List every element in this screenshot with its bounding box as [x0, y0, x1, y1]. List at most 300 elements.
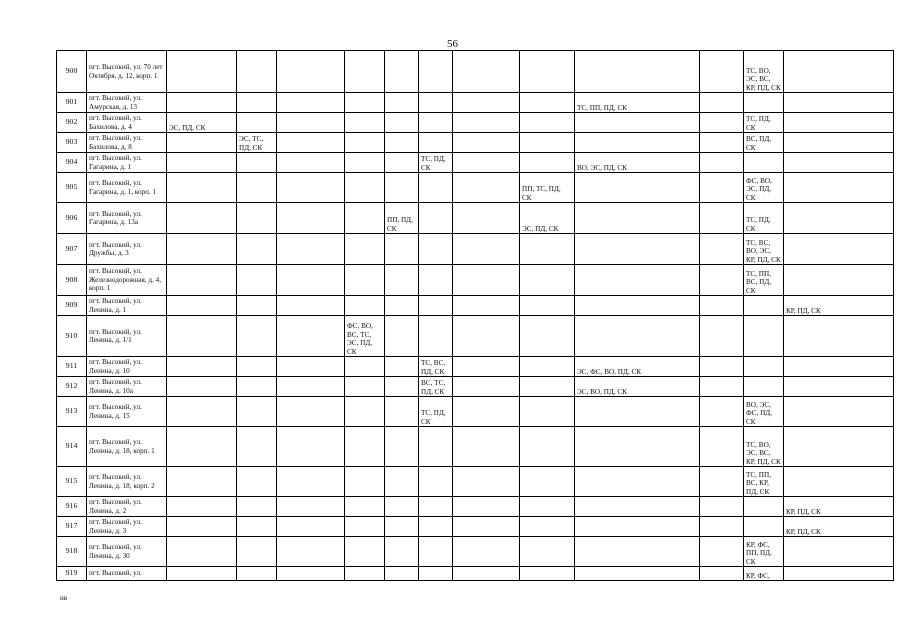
address-cell: пгт. Высокий, ул. Ленина, д. 30 [87, 537, 167, 567]
work-type-cell [419, 517, 453, 537]
work-type-cell [277, 427, 345, 467]
work-type-cell [385, 517, 419, 537]
address-cell: пгт. Высокий, ул. Ленина, д. 2 [87, 497, 167, 517]
work-type-cell [237, 377, 277, 397]
work-type-cell [277, 467, 345, 497]
work-type-cell [385, 377, 419, 397]
table-row [57, 265, 894, 296]
work-type-cell [167, 234, 237, 265]
work-type-cell [277, 93, 345, 113]
work-type-cell [167, 51, 237, 93]
work-type-cell [575, 316, 700, 357]
work-type-cell [520, 517, 575, 537]
work-type-cell [237, 113, 277, 133]
work-type-cell [385, 427, 419, 467]
table-row [57, 467, 894, 497]
work-type-cell [277, 203, 345, 234]
work-type-cell [385, 357, 419, 377]
work-type-cell [453, 427, 520, 467]
work-type-cell: ТС, ПД, СК [419, 153, 453, 173]
address-cell: пгт. Высокий, ул. Гагарина, д. 1, корп. 1 [87, 173, 167, 203]
work-type-cell [277, 173, 345, 203]
work-type-cell [784, 467, 894, 497]
work-type-cell [453, 357, 520, 377]
work-type-cell [700, 173, 744, 203]
address-cell: пгт. Высокий, ул. Ленина, д. 18, корп. 1 [87, 427, 167, 467]
row-number: 902 [57, 113, 87, 133]
work-type-cell [277, 377, 345, 397]
work-type-cell [167, 357, 237, 377]
work-type-cell: ТС, ПД, СК [744, 203, 784, 234]
work-type-cell: ТС, ПП, ВС, ПД, СК [744, 265, 784, 296]
work-type-cell [700, 265, 744, 296]
work-type-cell [520, 316, 575, 357]
work-type-cell [385, 234, 419, 265]
work-type-cell [575, 397, 700, 427]
work-type-cell [167, 93, 237, 113]
work-type-cell [167, 467, 237, 497]
work-type-cell [784, 234, 894, 265]
work-type-cell [575, 537, 700, 567]
work-type-cell [419, 234, 453, 265]
work-type-cell [575, 234, 700, 265]
address-cell: пгт. Высокий, ул. Ленина, д. 1/1 [87, 316, 167, 357]
row-number: 917 [57, 517, 87, 537]
work-type-cell [345, 133, 385, 153]
work-type-cell [385, 316, 419, 357]
work-type-cell [575, 296, 700, 316]
table-row [57, 296, 894, 316]
work-type-cell [575, 51, 700, 93]
work-type-cell [784, 357, 894, 377]
work-type-cell [784, 113, 894, 133]
work-type-cell [167, 296, 237, 316]
work-type-cell: ТС, ПД, СК [419, 397, 453, 427]
work-type-cell [453, 265, 520, 296]
work-type-cell [277, 357, 345, 377]
address-cell: пгт. Высокий, ул. Железнодорожная, д. 4, корп. 1 [87, 265, 167, 296]
table-row [57, 133, 894, 153]
work-type-cell [167, 377, 237, 397]
work-type-cell [700, 51, 744, 93]
work-type-cell [237, 427, 277, 467]
work-type-cell [277, 265, 345, 296]
table-row [57, 357, 894, 377]
work-type-cell: ВС, ТС, ПД, СК [419, 377, 453, 397]
work-type-cell [385, 296, 419, 316]
work-type-cell [700, 517, 744, 537]
work-type-cell [700, 377, 744, 397]
row-number: 906 [57, 203, 87, 234]
work-type-cell [385, 51, 419, 93]
work-type-cell [345, 427, 385, 467]
address-cell: пгт. Высокий, ул. [87, 567, 167, 581]
work-type-cell [237, 567, 277, 581]
work-type-cell [419, 427, 453, 467]
work-type-cell [167, 153, 237, 173]
work-type-cell [453, 497, 520, 517]
work-type-cell [345, 537, 385, 567]
work-type-cell [277, 517, 345, 537]
work-type-cell [784, 133, 894, 153]
table-body [57, 51, 894, 581]
work-type-cell [345, 377, 385, 397]
work-type-cell [520, 93, 575, 113]
work-type-cell [575, 173, 700, 203]
work-type-cell [277, 234, 345, 265]
row-number: 903 [57, 133, 87, 153]
work-type-cell [453, 397, 520, 427]
work-type-cell [167, 173, 237, 203]
work-type-cell [237, 234, 277, 265]
work-type-cell [419, 133, 453, 153]
work-type-cell [385, 173, 419, 203]
work-type-cell [744, 497, 784, 517]
work-type-cell [385, 113, 419, 133]
work-type-cell [167, 517, 237, 537]
work-type-cell [520, 497, 575, 517]
work-type-cell: КР, ПД, СК [784, 517, 894, 537]
work-type-cell [453, 517, 520, 537]
work-type-cell [385, 93, 419, 113]
footer-note: ив [60, 594, 68, 602]
work-type-cell [453, 537, 520, 567]
table-row [57, 397, 894, 427]
work-type-cell [700, 113, 744, 133]
work-type-cell [453, 51, 520, 93]
work-type-cell [167, 497, 237, 517]
work-type-cell [277, 497, 345, 517]
work-type-cell [575, 497, 700, 517]
work-type-cell [744, 316, 784, 357]
work-type-cell [419, 497, 453, 517]
table-row [57, 316, 894, 357]
work-type-cell [237, 517, 277, 537]
work-type-cell [575, 203, 700, 234]
work-type-cell [345, 296, 385, 316]
work-type-cell [700, 497, 744, 517]
work-type-cell [520, 397, 575, 427]
work-type-cell [453, 234, 520, 265]
work-type-cell [520, 357, 575, 377]
row-number: 904 [57, 153, 87, 173]
work-type-cell [700, 133, 744, 153]
work-type-cell [744, 377, 784, 397]
work-type-cell [345, 234, 385, 265]
work-type-cell [385, 397, 419, 427]
work-type-cell [345, 113, 385, 133]
work-type-cell [385, 497, 419, 517]
work-type-cell [345, 93, 385, 113]
work-type-cell [700, 153, 744, 173]
work-type-cell [167, 397, 237, 427]
work-type-cell [167, 203, 237, 234]
work-type-cell [520, 427, 575, 467]
work-type-cell [700, 357, 744, 377]
work-type-cell [453, 316, 520, 357]
work-type-cell [385, 265, 419, 296]
work-type-cell [385, 467, 419, 497]
row-number: 909 [57, 296, 87, 316]
work-type-cell [575, 133, 700, 153]
work-type-cell [237, 93, 277, 113]
work-type-cell [575, 467, 700, 497]
work-type-cell [700, 537, 744, 567]
work-type-cell: ЭС, ПД, СК [520, 203, 575, 234]
work-type-cell [237, 51, 277, 93]
work-type-cell [419, 113, 453, 133]
row-number: 908 [57, 265, 87, 296]
address-cell: пгт. Высокий, ул. Дружбы, д. 3 [87, 234, 167, 265]
work-type-cell: ВС, ПД, СК [744, 133, 784, 153]
work-type-cell [784, 427, 894, 467]
work-type-cell [237, 153, 277, 173]
work-type-cell [167, 133, 237, 153]
work-type-cell [345, 397, 385, 427]
work-type-cell [784, 51, 894, 93]
work-type-cell [700, 234, 744, 265]
work-type-cell [237, 467, 277, 497]
table-row [57, 113, 894, 133]
work-type-cell: ТС, ВО, ЭС, ВС, КР, ПД, СК [744, 427, 784, 467]
work-type-cell [345, 567, 385, 581]
work-type-cell [744, 93, 784, 113]
row-number: 912 [57, 377, 87, 397]
work-type-cell [419, 537, 453, 567]
work-type-cell [700, 203, 744, 234]
work-type-cell [784, 153, 894, 173]
address-cell: пгт. Высокий, ул. Бахилова, д. 8 [87, 133, 167, 153]
table-row [57, 497, 894, 517]
row-number: 907 [57, 234, 87, 265]
work-type-cell [700, 397, 744, 427]
work-type-cell [237, 497, 277, 517]
work-type-cell [520, 537, 575, 567]
work-type-cell [453, 296, 520, 316]
work-type-cell [237, 357, 277, 377]
row-number: 913 [57, 397, 87, 427]
work-type-cell [237, 203, 277, 234]
work-type-cell: КР, ПД, СК [784, 296, 894, 316]
work-type-cell [167, 316, 237, 357]
work-type-cell [453, 467, 520, 497]
work-type-cell [167, 265, 237, 296]
work-type-cell: ВО, ЭС, ПД, СК [575, 153, 700, 173]
work-type-cell [345, 467, 385, 497]
work-type-cell [385, 133, 419, 153]
work-type-cell [419, 203, 453, 234]
work-type-cell [345, 51, 385, 93]
work-type-cell [345, 497, 385, 517]
work-type-cell [419, 93, 453, 113]
address-cell: пгт. Высокий, ул. Ленина, д. 3 [87, 517, 167, 537]
work-type-cell [237, 265, 277, 296]
work-type-cell [700, 467, 744, 497]
address-cell: пгт. Высокий, ул. Бахилова, д. 4 [87, 113, 167, 133]
work-type-cell [419, 296, 453, 316]
work-type-cell: ЭС, ВО, ПД, СК [575, 377, 700, 397]
work-type-cell [277, 537, 345, 567]
work-type-cell [453, 567, 520, 581]
work-type-cell [237, 296, 277, 316]
work-type-cell: ВО, ЭС, ФС, ПД, СК [744, 397, 784, 427]
work-type-cell [700, 316, 744, 357]
table-row [57, 51, 894, 93]
table-row [57, 517, 894, 537]
work-type-cell [575, 427, 700, 467]
work-type-cell [453, 153, 520, 173]
work-type-cell [453, 133, 520, 153]
work-type-cell [419, 265, 453, 296]
work-type-cell [575, 517, 700, 537]
work-type-cell: ЭС, ТС, ПД, СК [237, 133, 277, 153]
work-type-cell: ТС, ПП, ПД, СК [575, 93, 700, 113]
work-type-cell [345, 153, 385, 173]
work-type-cell [419, 51, 453, 93]
row-number: 910 [57, 316, 87, 357]
work-type-cell: КР, ФС, ПП, ПД, СК [744, 537, 784, 567]
row-number: 911 [57, 357, 87, 377]
table-row [57, 537, 894, 567]
work-type-cell: КР, ФС, [744, 567, 784, 581]
work-type-cell [385, 537, 419, 567]
table-row [57, 234, 894, 265]
work-type-cell: ФС, ВО, ВС, ТС, ЭС, ПД, СК [345, 316, 385, 357]
work-type-cell [345, 173, 385, 203]
work-type-cell [345, 517, 385, 537]
address-cell: пгт. Высокий, ул. Ленина, д. 10а [87, 377, 167, 397]
work-type-cell [700, 427, 744, 467]
work-type-cell [520, 567, 575, 581]
work-type-cell [744, 357, 784, 377]
row-number: 915 [57, 467, 87, 497]
work-type-cell [345, 265, 385, 296]
table-row [57, 153, 894, 173]
work-type-cell [167, 427, 237, 467]
work-type-cell [277, 296, 345, 316]
work-type-cell: ФС, ВО, ЭС, ПД, СК [744, 173, 784, 203]
work-type-cell [575, 113, 700, 133]
row-number: 916 [57, 497, 87, 517]
row-number: 901 [57, 93, 87, 113]
work-type-cell: КР, ПД, СК [784, 497, 894, 517]
work-type-cell: ТС, ПП, ВС, КР, ПД, СК [744, 467, 784, 497]
work-type-cell [277, 397, 345, 427]
table-row [57, 427, 894, 467]
work-type-cell: ЭС, ПД, СК [167, 113, 237, 133]
address-cell: пгт. Высокий, ул. Ленина, д. 1 [87, 296, 167, 316]
work-type-cell [419, 173, 453, 203]
row-number: 919 [57, 567, 87, 581]
work-type-cell [784, 173, 894, 203]
address-cell: пгт. Высокий, ул. Гагарина, д. 1 [87, 153, 167, 173]
work-type-cell [453, 173, 520, 203]
address-cell: пгт. Высокий, ул. Амурская, д. 13 [87, 93, 167, 113]
address-cell: пгт. Высокий, ул. Ленина, д. 10 [87, 357, 167, 377]
table-row [57, 567, 894, 581]
work-type-cell [520, 113, 575, 133]
work-type-cell [520, 153, 575, 173]
work-type-cell [575, 265, 700, 296]
work-type-cell [237, 537, 277, 567]
work-type-cell [277, 316, 345, 357]
work-type-cell [277, 51, 345, 93]
work-type-cell [520, 377, 575, 397]
work-type-cell: ТС, ВО, ЭС, ВС, КР, ПД, СК [744, 51, 784, 93]
work-type-cell [784, 397, 894, 427]
work-type-cell [277, 113, 345, 133]
page-number: 56 [447, 38, 458, 50]
work-type-cell: ТС, ВС, ВО, ЭС, КР, ПД, СК [744, 234, 784, 265]
work-type-cell [700, 296, 744, 316]
work-type-cell [453, 377, 520, 397]
work-type-cell: ТС, ПД, СК [744, 113, 784, 133]
work-type-cell [277, 153, 345, 173]
address-cell: пгт. Высокий, ул. Ленина, д. 15 [87, 397, 167, 427]
row-number: 905 [57, 173, 87, 203]
work-type-cell [784, 537, 894, 567]
work-type-cell [277, 567, 345, 581]
work-type-cell: ПП, ПД, СК [385, 203, 419, 234]
work-type-cell [419, 567, 453, 581]
work-type-cell [784, 377, 894, 397]
address-cell: пгт. Высокий, ул. Ленина, д. 18, корп. 2 [87, 467, 167, 497]
table-row [57, 377, 894, 397]
work-type-cell [700, 93, 744, 113]
work-type-cell: ПП, ТС, ПД, СК [520, 173, 575, 203]
work-type-cell [385, 153, 419, 173]
work-type-cell [385, 567, 419, 581]
work-type-cell [453, 203, 520, 234]
address-cell: пгт. Высокий, ул. Гагарина, д. 13а [87, 203, 167, 234]
work-type-cell [784, 567, 894, 581]
work-type-cell [744, 517, 784, 537]
work-type-cell [167, 567, 237, 581]
row-number: 918 [57, 537, 87, 567]
work-type-cell [237, 316, 277, 357]
work-type-cell [520, 265, 575, 296]
work-type-cell [345, 203, 385, 234]
row-number: 900 [57, 51, 87, 93]
work-type-cell [167, 537, 237, 567]
work-type-cell [453, 93, 520, 113]
works-table [56, 50, 894, 581]
work-type-cell [575, 567, 700, 581]
table-row [57, 93, 894, 113]
work-type-cell [345, 357, 385, 377]
work-type-cell [237, 173, 277, 203]
work-type-cell [744, 153, 784, 173]
table-row [57, 173, 894, 203]
work-type-cell [237, 397, 277, 427]
work-type-cell: ЭС, ФС, ВО, ПД, СК [575, 357, 700, 377]
work-type-cell [520, 51, 575, 93]
work-type-cell [784, 316, 894, 357]
work-type-cell [453, 113, 520, 133]
work-type-cell [744, 296, 784, 316]
table-row [57, 203, 894, 234]
work-type-cell [520, 133, 575, 153]
work-type-cell [520, 467, 575, 497]
work-type-cell: ТС, ВС, ПД, СК [419, 357, 453, 377]
address-cell: пгт. Высокий, ул. 70 лет Октября, д. 12, корп. 1 [87, 51, 167, 93]
work-type-cell [784, 93, 894, 113]
work-type-cell [419, 467, 453, 497]
work-type-cell [784, 265, 894, 296]
work-type-cell [419, 316, 453, 357]
work-type-cell [700, 567, 744, 581]
work-type-cell [277, 133, 345, 153]
